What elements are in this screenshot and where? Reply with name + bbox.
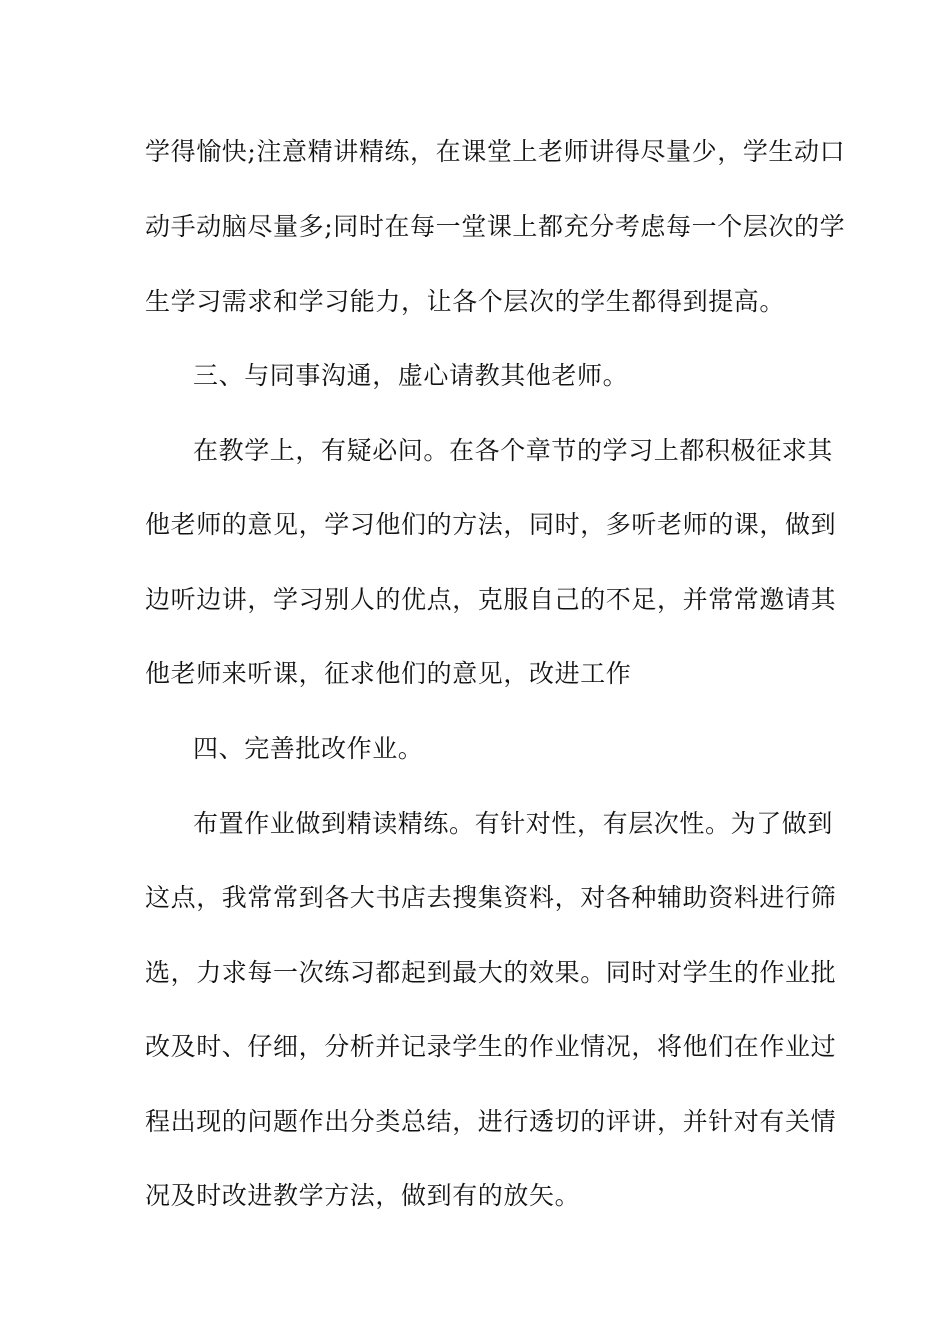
text-line: 动手动脑尽量多;同时在每一堂课上都充分考虑每一个层次的学 xyxy=(145,212,846,241)
text-line: 在教学上，有疑必问。在各个章节的学习上都积极征求其 xyxy=(193,436,834,465)
text-line: 生学习需求和学习能力，让各个层次的学生都得到提高。 xyxy=(145,287,786,316)
section-heading: 三、与同事沟通，虚心请教其他老师。 xyxy=(193,361,629,390)
text-line: 选，力求每一次练习都起到最大的效果。同时对学生的作业批 xyxy=(145,958,837,987)
text-line: 况及时改进教学方法，做到有的放矢。 xyxy=(145,1181,581,1210)
text-line: 边听边讲，学习别人的优点，克服自己的不足，并常常邀请其 xyxy=(145,585,837,614)
section-heading: 四、完善批改作业。 xyxy=(193,734,424,763)
text-line: 他老师的意见，学习他们的方法，同时，多听老师的课，做到 xyxy=(145,510,837,539)
text-line: 他老师来听课，征求他们的意见，改进工作 xyxy=(145,659,632,688)
text-line: 这点，我常常到各大书店去搜集资料，对各种辅助资料进行筛 xyxy=(145,883,837,912)
text-line: 改及时、仔细，分析并记录学生的作业情况，将他们在作业过 xyxy=(145,1032,837,1061)
text-line: 学得愉快;注意精讲精练，在课堂上老师讲得尽量少，学生动口 xyxy=(145,137,846,166)
text-line: 布置作业做到精读精练。有针对性，有层次性。为了做到 xyxy=(193,809,834,838)
text-line: 程出现的问题作出分类总结，进行透切的评讲，并针对有关情 xyxy=(145,1107,837,1136)
